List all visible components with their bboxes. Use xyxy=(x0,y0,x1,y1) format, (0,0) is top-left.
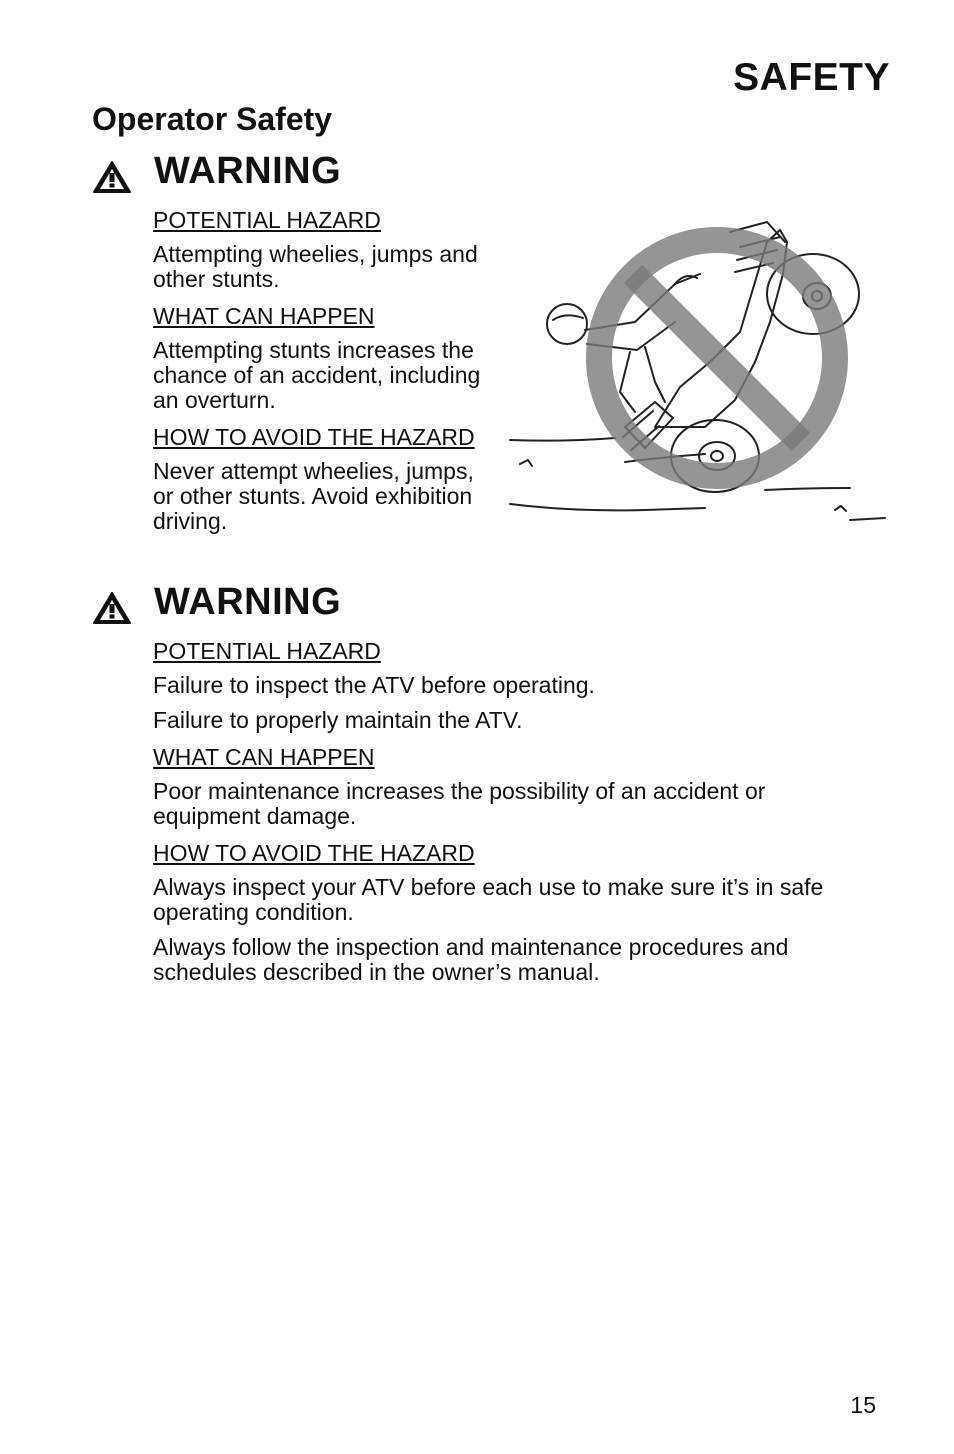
warning-body-2 xyxy=(153,637,873,985)
subsection-title: Operator Safety xyxy=(92,101,333,137)
warning-triangle-icon xyxy=(92,160,132,194)
how-to-avoid-heading: HOW TO AVOID THE HAZARD xyxy=(153,424,475,450)
warning-triangle-icon xyxy=(92,591,132,625)
warning-label-1: WARNING xyxy=(154,150,342,192)
what-can-happen-heading: WHAT CAN HAPPEN xyxy=(153,744,375,770)
how-to-avoid-text: Always inspect your ATV before each use to make sure it’s in safe operating condition. xyxy=(153,874,824,925)
warning-label-2: WARNING xyxy=(154,581,342,623)
what-can-happen-heading: WHAT CAN HAPPEN xyxy=(153,303,375,329)
how-to-avoid-text: Always follow the inspection and maintenance procedures and schedules described in the owner’s manual. xyxy=(153,934,789,985)
what-can-happen-text: Poor maintenance increases the possibility of an accident or equipment damage. xyxy=(153,778,766,829)
section-title: SAFETY xyxy=(733,56,890,99)
how-to-avoid-text: Never attempt wheelies, jumps, or other stunts. Avoid exhibition driving. xyxy=(153,458,474,534)
how-to-avoid-heading: HOW TO AVOID THE HAZARD xyxy=(153,840,475,866)
no-wheelie-atv-illustration xyxy=(505,212,890,532)
page-number: 15 xyxy=(850,1392,876,1418)
warning-body-1 xyxy=(153,206,493,534)
potential-hazard-heading: POTENTIAL HAZARD xyxy=(153,207,381,233)
potential-hazard-text: Attempting wheelies, jumps and other stunts. xyxy=(153,241,478,292)
what-can-happen-text: Attempting stunts increases the chance of an accident, including an overturn. xyxy=(153,337,481,413)
potential-hazard-heading: POTENTIAL HAZARD xyxy=(153,638,381,664)
potential-hazard-text: Failure to inspect the ATV before operating. xyxy=(153,672,595,698)
potential-hazard-text: Failure to properly maintain the ATV. xyxy=(153,707,523,733)
